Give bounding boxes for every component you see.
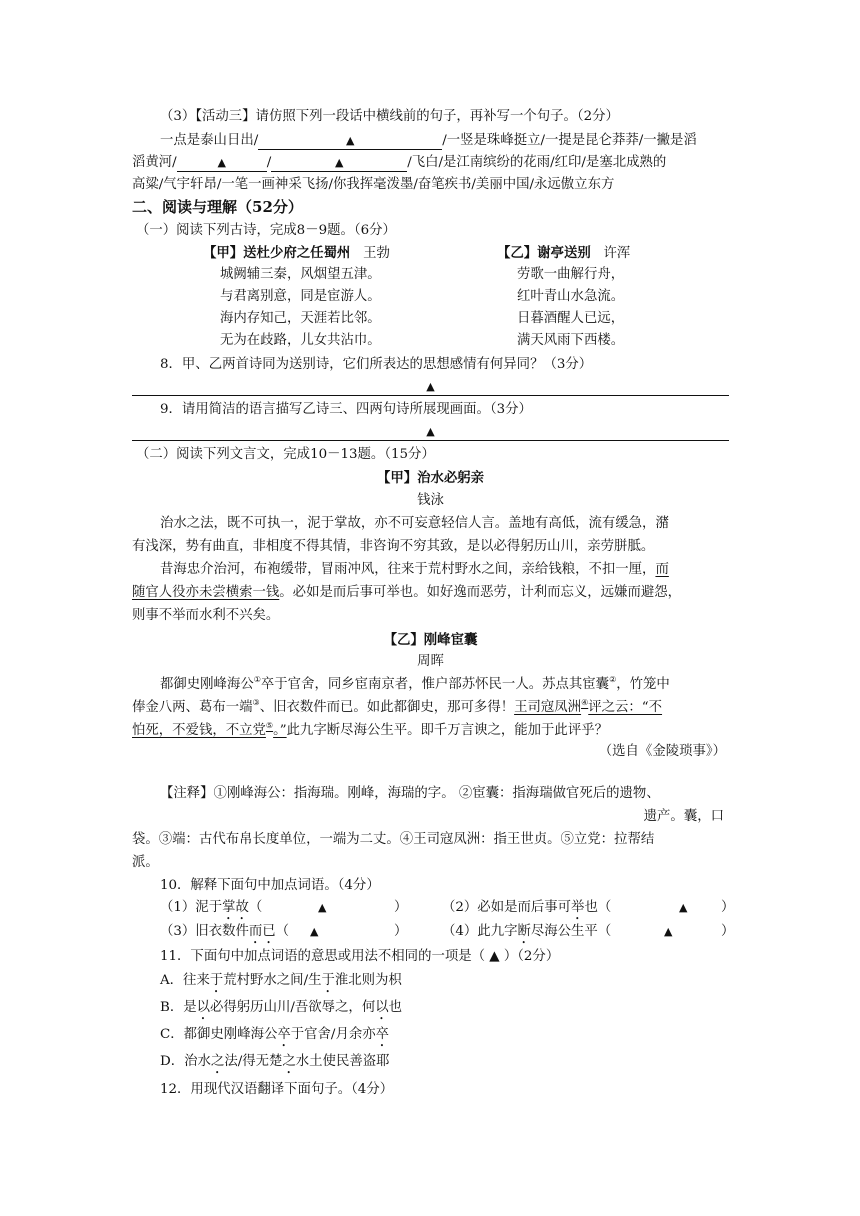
prose-text-span: 昔海忠介治河，布袍缓带，冒雨冲风，往来于荒村野水之间，亲给钱粮，不扣一厘， [160, 562, 656, 577]
option-text: A．往来 [160, 973, 210, 988]
poem-yi-heading [497, 243, 630, 264]
poem-jia-author: 王勃 [363, 246, 390, 261]
q10-item-3 [160, 922, 289, 947]
prose-jia-title: 【甲】治水必躬亲 [376, 470, 485, 486]
option-text: 必得躬历山川/吾欲辱之，何 [210, 1000, 376, 1015]
answer-blank[interactable] [271, 155, 407, 172]
q11-option-a[interactable] [160, 971, 402, 996]
notes-line: 袋。③端：古代布帛长度单位，一端为二丈。④王司寇凤洲：指王世贞。⑤立党：拉帮结 [132, 832, 655, 847]
poem-yi-line: 劳歌一曲解行舟， [517, 267, 625, 282]
dotted-word: 以 [196, 1000, 211, 1015]
question-10: 10．解释下面句中加点词语。（4分） [160, 878, 380, 893]
dotted-word: 断 [517, 924, 531, 939]
dotted-word: 之 [210, 1054, 225, 1069]
q10-text: （ [275, 924, 290, 939]
q10-text: （ [248, 900, 263, 915]
q10-close-paren: ） [394, 924, 408, 939]
answer-line[interactable] [132, 440, 729, 441]
prose-yi-title: 【乙】刚峰宦囊 [383, 632, 478, 648]
poem-jia-title: 【甲】送杜少府之任蜀州 [203, 245, 351, 261]
poem-jia-heading [203, 243, 390, 264]
prose-yi-text [132, 698, 662, 718]
question-9: 9．请用简洁的语言描写乙诗三、四两句诗所展现画面。（3分） [160, 402, 532, 417]
poems-intro: （一）阅读下列古诗，完成8－9题。（6分） [136, 223, 396, 238]
dotted-word: 举 [571, 900, 585, 915]
activity3-line-1 [160, 131, 697, 151]
q11-option-b[interactable] [160, 998, 402, 1023]
q11-option-d[interactable] [160, 1052, 390, 1077]
option-text: 荒村野水之间/生 [223, 973, 322, 988]
underlined-text: 王司寇凤洲 [514, 700, 582, 715]
activity3-text: 滔黄河/ [132, 155, 177, 170]
underlined-text: 。” [273, 723, 287, 738]
option-text: D．治水 [160, 1054, 211, 1069]
poem-yi-line: 日暮酒醒人已远， [517, 311, 625, 326]
q10-text: （1）泥于 [160, 900, 223, 915]
poem-jia-line: 与君离别意，同是宦游人。 [220, 289, 381, 304]
prose-jia-text [132, 583, 681, 603]
answer-marker: ▲ [426, 380, 435, 393]
prose-yi-author: 周晖 [417, 654, 444, 669]
prose-jia-text: 治水之法，既不可执一，泥于掌故，亦不可妄意轻信人言。盖地有高低，流有缓急，潴 [160, 516, 669, 531]
activity3-separator: / [266, 155, 272, 170]
prose-yi-text [160, 675, 670, 695]
option-text: B．是 [160, 1000, 197, 1015]
dotted-word: 而已 [248, 924, 276, 939]
poem-jia-line: 无为在歧路，儿女共沾巾。 [220, 333, 381, 348]
underlined-text: 而 [655, 562, 669, 577]
q10-text: （2）必如是而后事可 [442, 900, 572, 915]
underlined-text: 评之云：“不 [588, 700, 663, 715]
q10-item-4 [442, 922, 611, 947]
prose-text-span: 此九字断尽海公生平。即千万言谀之，能加于此评乎？ [286, 723, 608, 738]
notes-line: 遗产。囊，口 [643, 809, 724, 824]
underlined-text: 随官人役亦未尝横索一钱 [132, 585, 280, 600]
q10-text: （4）此九字 [442, 924, 518, 939]
dotted-word: 之 [282, 1054, 296, 1069]
option-text: 法/得无楚 [224, 1054, 283, 1069]
dotted-word: 以 [375, 1000, 389, 1015]
activity3-text: /一竖是珠峰挺立/一提是昆仑莽莽/一撇是滔 [442, 133, 697, 148]
prose-text-span: 卒于官舍，同乡宦南京者，惟户部苏怀民一人。苏点其宦囊 [260, 677, 610, 692]
q10-close-paren: ） [394, 900, 408, 915]
activity3-text: 一点是泰山日出/ [160, 133, 259, 148]
prose-text-span: 俸金八两、葛布一端 [132, 700, 253, 715]
notes-line: 派。 [132, 855, 159, 870]
dotted-word: 于 [321, 973, 335, 988]
prose-jia-text: 则事不举而水利不兴矣。 [132, 608, 280, 623]
prose-source: （选自《金陵琐事》） [598, 744, 726, 759]
footnote-ref: ② [609, 675, 617, 684]
prose-text-span: ，竹笼中 [616, 677, 670, 692]
q10-item-1 [160, 898, 262, 923]
option-text: 于官舍/月余亦 [290, 1027, 376, 1042]
footnote-ref: ④ [581, 698, 589, 707]
q10-close-paren: ） [721, 900, 735, 915]
q10-item-2 [442, 898, 611, 923]
dotted-word: 掌故 [222, 900, 249, 915]
prose-text-span: 。必如是而后事可举也。如好逸而恶劳，计利而忘义，远嫌而避怨， [279, 585, 682, 600]
activity3-line-2 [132, 153, 666, 173]
underlined-text: 怕死，不爱钱，不立党 [132, 723, 266, 738]
section-title: 二、阅读与理解（52分） [132, 198, 303, 216]
poem-yi-title: 【乙】谢亭送别 [497, 245, 591, 261]
option-text: C．都御史刚峰海公 [160, 1027, 278, 1042]
answer-blank[interactable] [258, 133, 442, 150]
prose-yi-text [132, 721, 608, 741]
activity3-text: /飞白/是江南缤纷的花雨/红印/是塞北成熟的 [407, 155, 667, 170]
poem-yi-author: 许浑 [603, 246, 631, 261]
option-text: 水土使民善盗耶 [295, 1054, 390, 1069]
activity3-prompt: （3）【活动三】请仿照下列一段话中横线前的句子，再补写一个句子。（2分） [160, 109, 619, 124]
question-11: 11．下面句中加点词语的意思或用法不相同的一项是（ ▲ ）（2分） [160, 949, 560, 964]
dotted-word: 卒 [375, 1027, 390, 1042]
answer-marker[interactable]: ▲ [664, 925, 673, 938]
poem-yi-line: 红叶青山水急流。 [517, 289, 625, 304]
q10-text: （3）旧衣数件 [160, 924, 249, 939]
q10-close-paren: ） [721, 924, 735, 939]
prose-jia-text [160, 560, 669, 580]
answer-marker[interactable]: ▲ [310, 925, 319, 938]
footnote-ref: ⑤ [265, 721, 274, 730]
answer-marker: ▲ [346, 134, 355, 147]
q10-text: 尽海公生平（ [530, 924, 612, 939]
notes-line: 【注释】①刚峰海公：指海瑞。刚峰，海瑞的字。 ②宦囊：指海瑞做官死后的遗物、 [160, 786, 660, 801]
answer-marker: ▲ [426, 425, 435, 438]
footnote-ref: ③ [252, 698, 260, 707]
prose-jia-text: 有浅深，势有曲直，非相度不得其情，非咨询不穷其致，是以必得躬历山川，亲劳胼胝。 [132, 539, 655, 554]
question-8: 8．甲、乙两首诗同为送别诗，它们所表达的思想感情有何异同？（3分） [160, 357, 593, 372]
poem-jia-line: 城阙辅三秦，风烟望五津。 [220, 267, 381, 282]
answer-blank[interactable] [177, 155, 267, 172]
answer-marker[interactable]: ▲ [318, 901, 327, 914]
prose-jia-author: 钱泳 [417, 493, 444, 508]
answer-line[interactable] [132, 395, 729, 396]
prose-intro: （二）阅读下列文言文，完成10－13题。（15分） [136, 447, 435, 462]
prose-text-span: 都御史刚峰海公 [160, 677, 254, 692]
q11-option-c[interactable] [160, 1025, 389, 1050]
footnote-ref: ① [253, 675, 261, 684]
option-text: 也 [388, 1000, 402, 1015]
prose-text-span: 、旧衣数件而已。如此都御史，那可多得！ [259, 700, 515, 715]
answer-marker: ▲ [217, 156, 226, 169]
q10-text: 也（ [584, 900, 612, 915]
activity3-line-3: 高粱/气宇轩昂/一笔一画神采飞扬/你我挥毫泼墨/奋笔疾书/美丽中国/永远傲立东方 [132, 177, 615, 192]
dotted-word: 于 [209, 973, 224, 988]
poem-jia-line: 海内存知己，天涯若比邻。 [220, 311, 381, 326]
poem-yi-line: 满天风雨下西楼。 [517, 333, 625, 348]
answer-marker[interactable]: ▲ [679, 901, 688, 914]
option-text: 淮北则为枳 [334, 973, 402, 988]
question-12: 12．用现代汉语翻译下面句子。（4分） [160, 1082, 394, 1097]
answer-marker: ▲ [334, 156, 344, 169]
dotted-word: 卒 [277, 1027, 291, 1042]
